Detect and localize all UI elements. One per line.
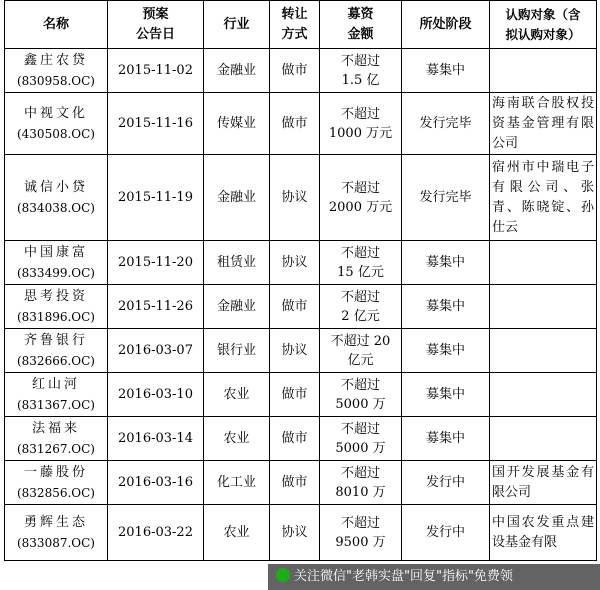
header-row	[5, 1, 597, 49]
company-name: 勇辉生态	[23, 514, 88, 530]
cell-stage: 募集中	[402, 417, 490, 461]
cell-mode: 协议	[270, 241, 320, 285]
cell-name	[5, 241, 108, 285]
company-name: 诚信小贷	[23, 179, 88, 195]
cell-mode: 做市	[270, 461, 320, 505]
cell-amount: 不超过 2000 万元	[320, 155, 402, 241]
table-row	[5, 461, 597, 505]
cell-mode: 协议	[270, 155, 320, 241]
stock-code: (832856.OC)	[16, 485, 95, 500]
cell-name	[5, 155, 108, 241]
cell-name	[5, 93, 108, 155]
cell-stage: 募集中	[402, 241, 490, 285]
cell-amount: 不超过 20 亿元	[320, 329, 402, 373]
cell-subscriber	[490, 329, 597, 373]
stock-code: (833087.OC)	[16, 535, 95, 550]
cell-industry: 化工业	[204, 461, 270, 505]
cell-subscriber: 国开发展基金有限公司	[490, 461, 597, 505]
cell-amount: 不超过 2 亿元	[320, 285, 402, 329]
table-row	[5, 285, 597, 329]
cell-amount: 不超过 9500 万	[320, 505, 402, 561]
header-name: 名称	[5, 1, 108, 49]
cell-subscriber	[490, 241, 597, 285]
cell-date: 2016-03-14	[108, 417, 204, 461]
cell-amount: 不超过 15 亿元	[320, 241, 402, 285]
stock-code: (834038.OC)	[16, 200, 95, 215]
company-name: 鑫庄农贷	[23, 52, 88, 68]
cell-stage: 募集中	[402, 329, 490, 373]
cell-mode: 做市	[270, 417, 320, 461]
cell-amount: 不超过 5000 万	[320, 373, 402, 417]
cell-amount: 不超过 1.5 亿	[320, 49, 402, 93]
cell-industry: 农业	[204, 417, 270, 461]
cell-subscriber	[490, 417, 597, 461]
cell-date: 2016-03-16	[108, 461, 204, 505]
cell-industry: 传媒业	[204, 93, 270, 155]
cell-name	[5, 49, 108, 93]
stock-code: (831896.OC)	[16, 309, 95, 324]
cell-date: 2015-11-19	[108, 155, 204, 241]
cell-name	[5, 373, 108, 417]
cell-date: 2016-03-07	[108, 329, 204, 373]
cell-date: 2015-11-20	[108, 241, 204, 285]
cell-stage: 募集中	[402, 373, 490, 417]
cell-date: 2016-03-10	[108, 373, 204, 417]
cell-date: 2015-11-16	[108, 93, 204, 155]
cell-industry: 农业	[204, 373, 270, 417]
cell-date: 2015-11-26	[108, 285, 204, 329]
header-stage: 所处阶段	[402, 1, 490, 49]
cell-mode: 协议	[270, 505, 320, 561]
stock-code: (832666.OC)	[16, 353, 95, 368]
header-date: 预案 公告日	[108, 1, 204, 49]
cell-industry: 银行业	[204, 329, 270, 373]
table-row	[5, 93, 597, 155]
cell-subscriber: 中国农发重点建设基金有限	[490, 505, 597, 561]
cell-amount: 不超过 1000 万元	[320, 93, 402, 155]
cell-industry: 金融业	[204, 49, 270, 93]
header-amount: 募资 金额	[320, 1, 402, 49]
stock-code: (831367.OC)	[16, 397, 95, 412]
cell-name	[5, 461, 108, 505]
cell-stage: 发行完毕	[402, 93, 490, 155]
cell-amount: 不超过 8010 万	[320, 461, 402, 505]
cell-name	[5, 505, 108, 561]
table-row	[5, 505, 597, 561]
cell-mode: 做市	[270, 93, 320, 155]
cell-stage: 募集中	[402, 49, 490, 93]
cell-mode: 做市	[270, 49, 320, 93]
header-mode: 转让 方式	[270, 1, 320, 49]
fund-raising-table	[4, 0, 597, 561]
cell-stage: 发行中	[402, 461, 490, 505]
cell-name	[5, 417, 108, 461]
cell-date: 2015-11-02	[108, 49, 204, 93]
header-industry: 行业	[204, 1, 270, 49]
cell-mode: 协议	[270, 329, 320, 373]
company-name: 中视文化	[23, 105, 88, 121]
table-row	[5, 155, 597, 241]
cell-subscriber	[490, 373, 597, 417]
cell-amount: 不超过 5000 万	[320, 417, 402, 461]
cell-subscriber: 海南联合股权投资基金管理有限公司	[490, 93, 597, 155]
company-name: 一藤股份	[23, 464, 88, 480]
company-name: 中国康富	[23, 244, 88, 260]
header-subscriber: 认购对象（含 拟认购对象）	[490, 1, 597, 49]
table-row	[5, 241, 597, 285]
table-row	[5, 373, 597, 417]
cell-industry: 租赁业	[204, 241, 270, 285]
cell-name	[5, 329, 108, 373]
cell-mode: 做市	[270, 373, 320, 417]
cell-subscriber	[490, 285, 597, 329]
cell-stage: 募集中	[402, 285, 490, 329]
cell-stage: 发行中	[402, 505, 490, 561]
company-name: 齐鲁银行	[23, 332, 88, 348]
cell-industry: 农业	[204, 505, 270, 561]
table-row	[5, 49, 597, 93]
watermark-banner	[268, 564, 600, 590]
cell-stage: 发行完毕	[402, 155, 490, 241]
stock-code: (831267.OC)	[16, 441, 95, 456]
cell-industry: 金融业	[204, 155, 270, 241]
cell-name	[5, 285, 108, 329]
company-name: 思考投资	[23, 288, 88, 304]
wechat-icon	[276, 568, 290, 582]
company-name: 红山河	[31, 376, 80, 392]
table-row	[5, 417, 597, 461]
stock-code: (830958.OC)	[16, 73, 95, 88]
cell-industry: 金融业	[204, 285, 270, 329]
cell-mode: 做市	[270, 285, 320, 329]
watermark-text: 关注微信"老韩实盘"回复"指标"免费领	[294, 569, 513, 584]
table-row	[5, 329, 597, 373]
cell-date: 2016-03-22	[108, 505, 204, 561]
stock-code: (833499.OC)	[16, 265, 95, 280]
cell-subscriber	[490, 49, 597, 93]
stock-code: (430508.OC)	[16, 126, 95, 141]
cell-subscriber: 宿州市中瑞电子有限公司、张青、陈晓锭、孙仕云	[490, 155, 597, 241]
company-name: 法福来	[31, 420, 80, 436]
